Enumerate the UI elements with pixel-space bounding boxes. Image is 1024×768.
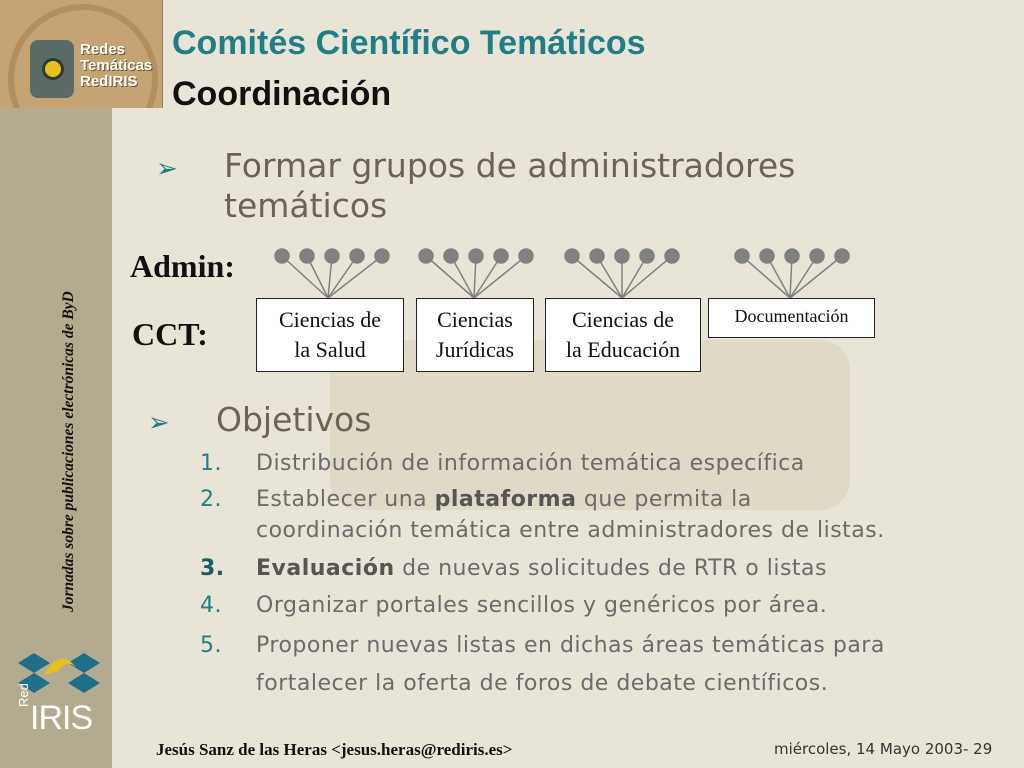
admin-group-2 (419, 249, 533, 298)
list-number: 5. (200, 633, 222, 658)
list-text: fortalecer la oferta de foros de debate científicos. (256, 671, 829, 696)
cct-box-line2: la Salud (294, 337, 366, 362)
footer-author: Jesús Sanz de las Heras <jesus.heras@rediris.es> (156, 740, 513, 759)
list-number: 4. (200, 593, 222, 618)
admin-label: Admin: (130, 248, 235, 284)
bullet1-line1: Formar grupos de administradores (224, 146, 796, 185)
list-item (200, 484, 885, 546)
list-text: que permita la (576, 487, 752, 512)
list-item (200, 553, 885, 584)
logo-line-1: Redes (80, 41, 126, 58)
list-item (200, 590, 885, 621)
cct-box-juridicas (416, 298, 534, 372)
admin-group-1 (275, 249, 389, 298)
logo-line-3: RedIRIS (80, 73, 138, 90)
slide-title: Comités Científico Temáticos (172, 24, 646, 62)
cct-box-salud (256, 298, 404, 372)
bullet1-line2: temáticos (224, 186, 388, 225)
logo-red-text: Red (16, 683, 31, 707)
logo-line-2: Temáticas (80, 57, 153, 74)
list-text: Distribución de información temática específica (256, 451, 805, 476)
list-number: 1. (200, 451, 222, 476)
cct-box-line1: Ciencias (437, 307, 513, 332)
cct-box-line1: Ciencias de (571, 307, 675, 332)
list-text: Establecer una (256, 487, 435, 512)
objectives-list (200, 448, 885, 703)
cct-box-line1: Documentación (734, 306, 849, 326)
admin-group-4 (735, 249, 849, 298)
list-text: Proponer nuevas listas en dichas áreas temáticas para (256, 633, 885, 658)
cct-box-line2: la Educación (565, 337, 681, 362)
cct-box-line2: Jurídicas (435, 337, 515, 362)
cct-box-documentacion (708, 298, 875, 338)
arrow-bullet-icon: ➢ (148, 408, 170, 438)
cct-box-educacion (545, 298, 701, 372)
footer-date: miércoles, 14 Mayo 2003- 29 (774, 740, 993, 758)
admin-group-3 (565, 249, 679, 298)
list-text: coordinación temática entre administradores de listas. (256, 518, 885, 543)
list-text: Organizar portales sencillos y genéricos por área. (256, 593, 828, 618)
cct-box-line1: Ciencias de (278, 307, 382, 332)
list-item (200, 627, 885, 703)
list-item (200, 448, 885, 479)
list-number: 3. (200, 556, 225, 581)
cct-label: CCT: (132, 316, 208, 352)
list-number: 2. (200, 487, 222, 512)
vertical-event-title: Jornadas sobre publicaciones electrónicas de ByD (60, 291, 77, 612)
list-text-bold: plataforma (434, 487, 577, 512)
slide-subtitle: Coordinación (172, 75, 392, 113)
list-text: de nuevas solicitudes de RTR o listas (394, 556, 827, 581)
list-text-bold: Evaluación (256, 556, 395, 581)
bullet2-text: Objetivos (216, 400, 372, 439)
arrow-bullet-icon: ➢ (156, 154, 178, 184)
logo-iris-text: IRIS (30, 699, 93, 737)
